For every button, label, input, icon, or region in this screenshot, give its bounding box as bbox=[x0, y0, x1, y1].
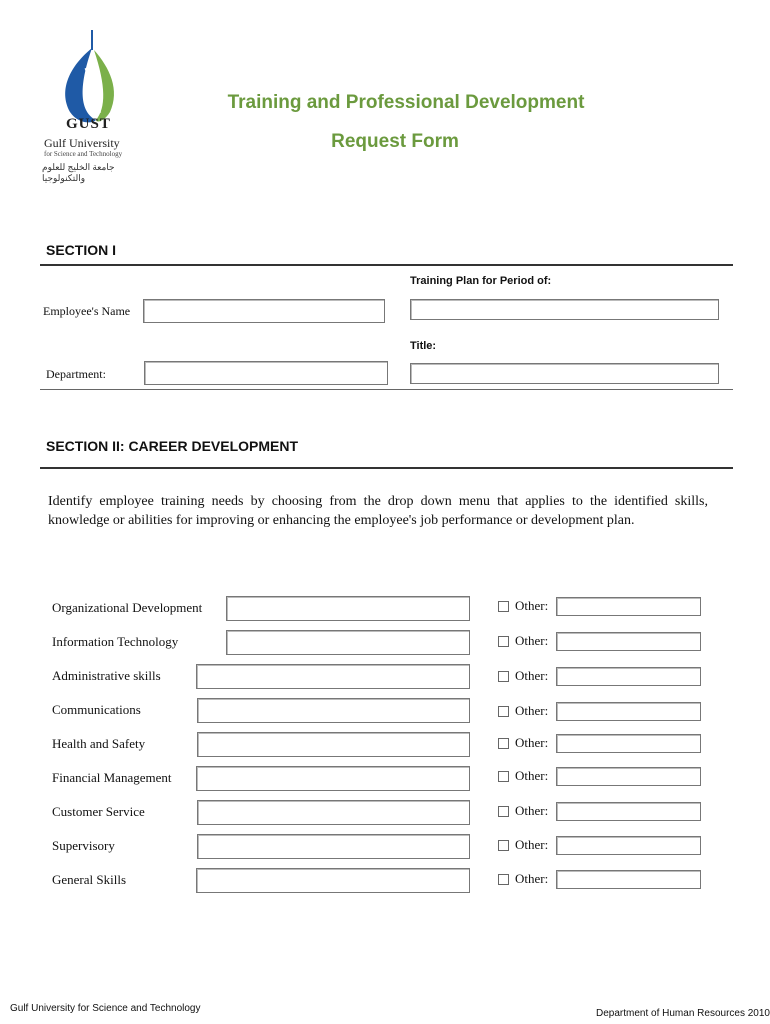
other-checkbox[interactable] bbox=[498, 601, 509, 612]
skill-dropdown[interactable] bbox=[196, 664, 470, 689]
skill-label: Financial Management bbox=[52, 770, 172, 785]
other-checkbox[interactable] bbox=[498, 806, 509, 817]
section-1-heading: SECTION I bbox=[46, 242, 117, 258]
other-label: Other: bbox=[515, 871, 549, 886]
skill-label: Organizational Development bbox=[52, 600, 203, 615]
section-1-bottom-rule bbox=[40, 389, 733, 390]
other-input[interactable] bbox=[556, 667, 701, 686]
other-input[interactable] bbox=[556, 734, 701, 753]
other-checkbox[interactable] bbox=[498, 706, 509, 717]
other-checkbox[interactable] bbox=[498, 874, 509, 885]
other-input[interactable] bbox=[556, 702, 701, 721]
skill-dropdown[interactable] bbox=[197, 800, 470, 825]
other-input[interactable] bbox=[556, 632, 701, 651]
other-label: Other: bbox=[515, 668, 549, 683]
other-label: Other: bbox=[515, 768, 549, 783]
skill-label: Supervisory bbox=[52, 838, 115, 853]
other-label: Other: bbox=[515, 633, 549, 648]
skill-dropdown[interactable] bbox=[197, 698, 470, 723]
skill-label: Communications bbox=[52, 702, 141, 717]
logo-subtitle: for Science and Technology bbox=[44, 150, 123, 158]
other-label: Other: bbox=[515, 803, 549, 818]
skill-label: Customer Service bbox=[52, 804, 145, 819]
other-label: Other: bbox=[515, 703, 549, 718]
section-1-rule bbox=[40, 264, 733, 266]
training-plan-label: Training Plan for Period of: bbox=[410, 275, 552, 287]
employee-name-label: Employee's Name bbox=[43, 304, 131, 318]
other-input[interactable] bbox=[556, 802, 701, 821]
footer-right: Department of Human Resources 2010 bbox=[596, 1008, 770, 1019]
other-input[interactable] bbox=[556, 767, 701, 786]
other-label: Other: bbox=[515, 735, 549, 750]
skill-label: Information Technology bbox=[52, 634, 179, 649]
section-2-rule bbox=[40, 467, 733, 469]
other-checkbox[interactable] bbox=[498, 671, 509, 682]
skill-dropdown[interactable] bbox=[226, 596, 470, 621]
logo-arabic: جامعة الخليج للعلوم والتكنولوجيا bbox=[42, 162, 115, 183]
other-input[interactable] bbox=[556, 836, 701, 855]
other-input[interactable] bbox=[556, 870, 701, 889]
title-field[interactable] bbox=[410, 363, 719, 384]
other-label: Other: bbox=[515, 598, 549, 613]
skill-label: General Skills bbox=[52, 872, 127, 887]
skill-dropdown[interactable] bbox=[196, 766, 470, 791]
instructions-paragraph: Identify employee training needs by choosing from the drop down menu that applies to the identified skills, knowledge or abilities for improving or enhancing the employee's job performance or development plan. bbox=[48, 494, 708, 528]
training-plan-field[interactable] bbox=[410, 299, 719, 320]
skill-label: Administrative skills bbox=[52, 668, 161, 683]
department-label: Department: bbox=[46, 367, 106, 381]
other-checkbox[interactable] bbox=[498, 840, 509, 851]
logo-name: Gulf University bbox=[44, 136, 120, 150]
form-subtitle: Request Form bbox=[331, 131, 459, 152]
other-checkbox[interactable] bbox=[498, 771, 509, 782]
other-label: Other: bbox=[515, 837, 549, 852]
skill-dropdown[interactable] bbox=[226, 630, 470, 655]
title-label: Title: bbox=[410, 340, 437, 352]
skill-dropdown[interactable] bbox=[197, 834, 470, 859]
other-checkbox[interactable] bbox=[498, 636, 509, 647]
section-2-heading: SECTION II: CAREER DEVELOPMENT bbox=[46, 438, 299, 454]
skill-dropdown[interactable] bbox=[197, 732, 470, 757]
skill-dropdown[interactable] bbox=[196, 868, 470, 893]
footer-left: Gulf University for Science and Technology bbox=[10, 1003, 201, 1014]
employee-name-field[interactable] bbox=[143, 299, 385, 323]
department-field[interactable] bbox=[144, 361, 388, 385]
form-title: Training and Professional Development bbox=[227, 92, 585, 113]
other-checkbox[interactable] bbox=[498, 738, 509, 749]
skill-label: Health and Safety bbox=[52, 736, 146, 751]
logo-acronym: GUST bbox=[66, 116, 111, 132]
other-input[interactable] bbox=[556, 597, 701, 616]
